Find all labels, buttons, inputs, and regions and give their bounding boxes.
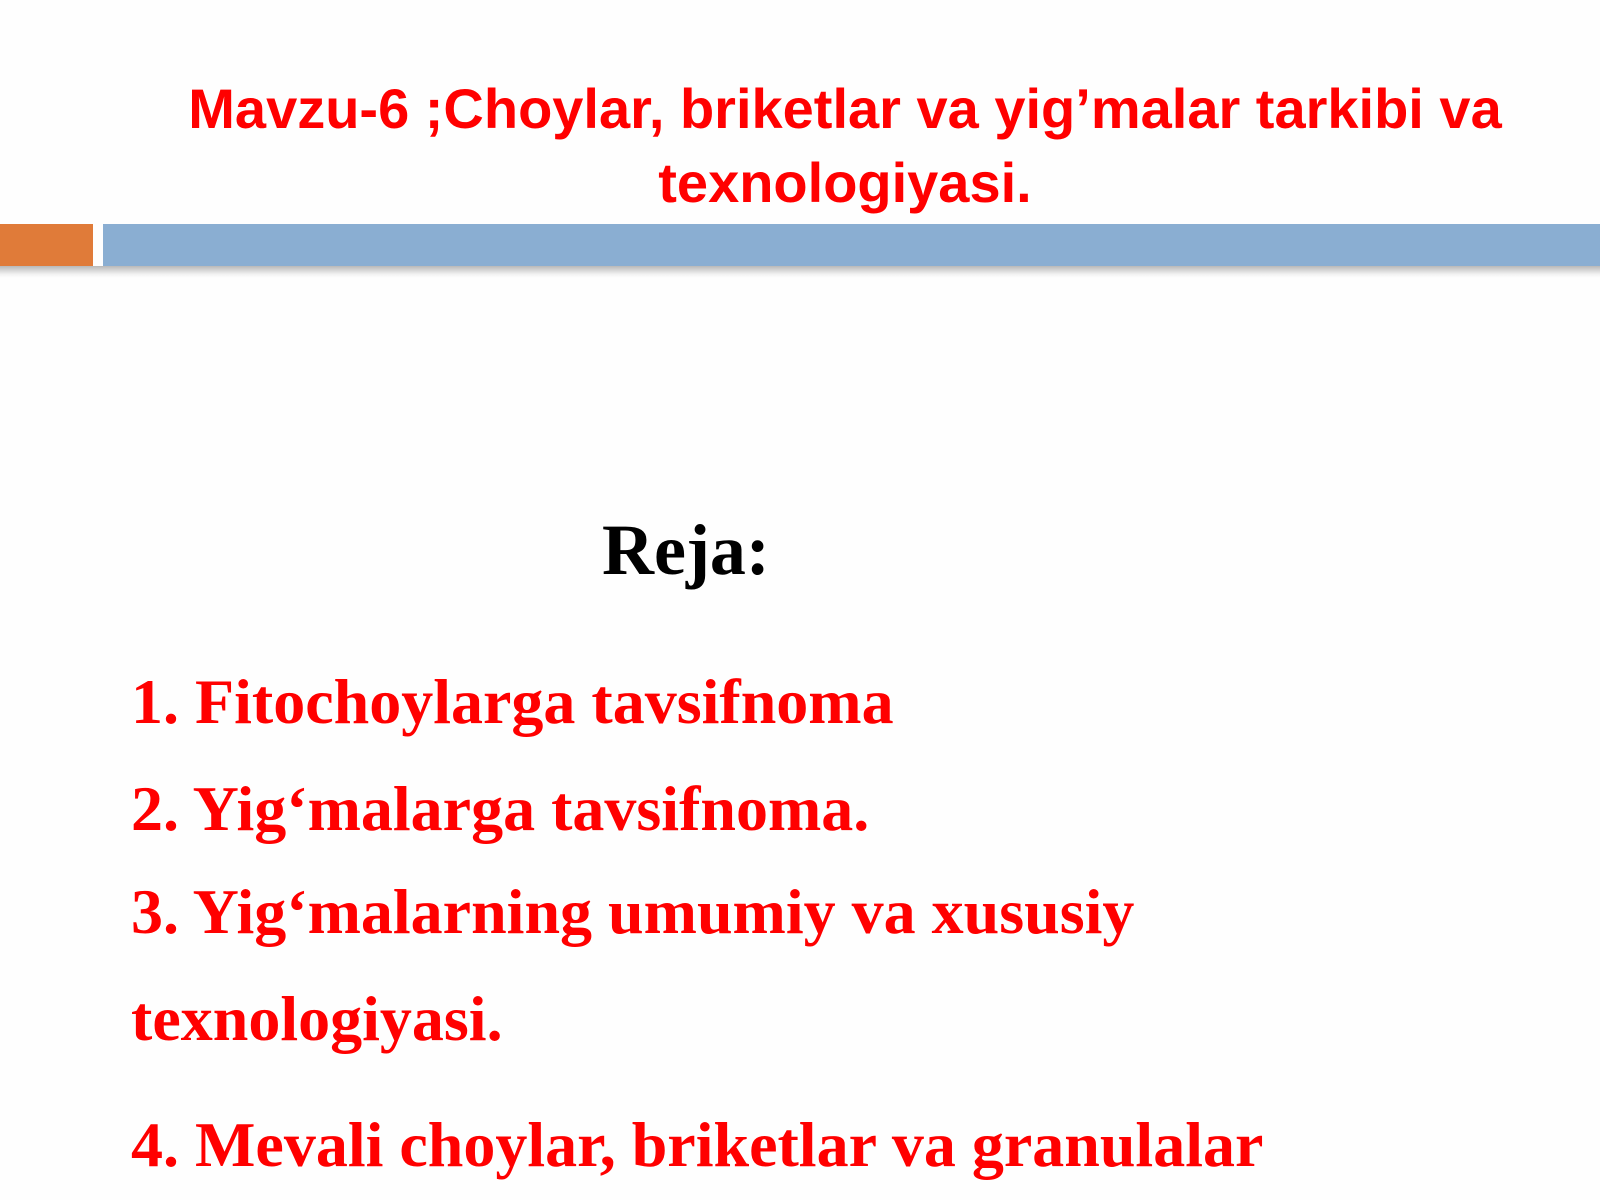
blue-header-bar [103,224,1600,266]
orange-accent-bar [0,224,93,266]
slide-title [110,72,1580,220]
plan-item-3-line-1: 3. Yig‘malarning umumiy va xususiy [131,876,1135,947]
plan-item-1: 1. Fitochoylarga tavsifnoma [131,666,894,737]
plan-item-3-line-2: texnologiyasi. [131,983,503,1054]
slide-title-line-1: Mavzu-6 ;Choylar, briketlar va yig’malar tarkibi va [188,77,1502,140]
slide-title-line-2: texnologiyasi. [658,151,1032,214]
header-bar-shadow [0,266,1600,278]
plan-heading: Reja: [602,510,770,590]
plan-item-2: 2. Yig‘malarga tavsifnoma. [131,773,870,844]
plan-item-3 [131,858,1134,1072]
plan-item-4: 4. Mevali choylar, briketlar va granulalar [131,1109,1264,1180]
